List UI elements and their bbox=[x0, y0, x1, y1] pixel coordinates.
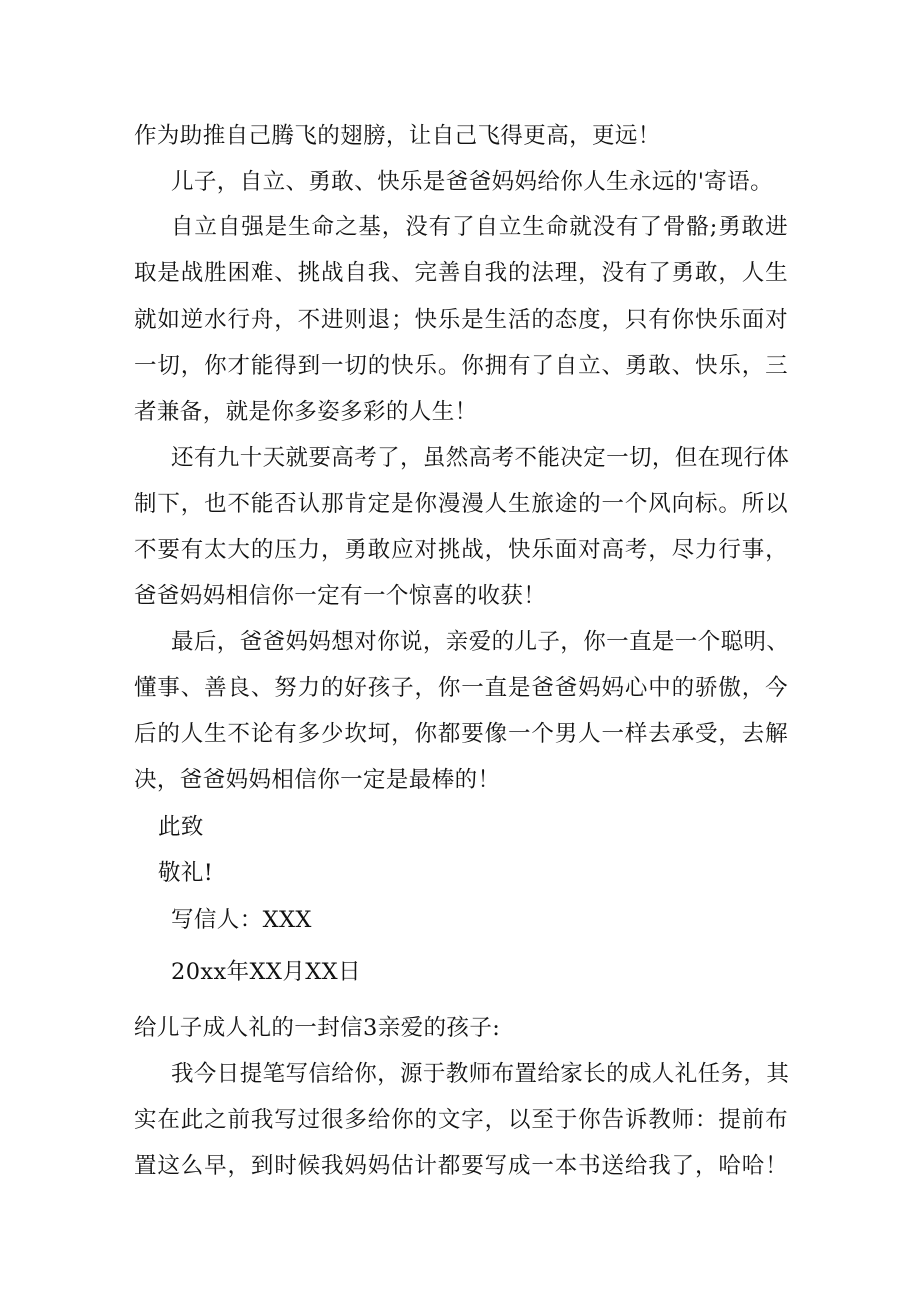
text-line-21: 我今日提笔写信给你，源于教师布置给家长的成人礼任务，其 bbox=[171, 1061, 790, 1087]
text-line-7: 者兼备，就是你多姿多彩的人生！ bbox=[134, 399, 478, 425]
text-line-6: 一切，你才能得到一切的快乐。你拥有了自立、勇敢、快乐，三 bbox=[134, 353, 788, 379]
text-line-23: 置这么早，到时候我妈妈估计都要写成一本书送给我了，哈哈！ bbox=[134, 1153, 788, 1179]
text-line-11: 爸爸妈妈相信你一定有一个惊喜的收获！ bbox=[134, 583, 547, 609]
text-line-3: 自立自强是生命之基，没有了自立生命就没有了骨骼;勇敢进 bbox=[171, 214, 788, 240]
text-line-8: 还有九十天就要高考了，虽然高考不能决定一切，但在现行体 bbox=[171, 445, 790, 471]
text-line-15: 决，爸爸妈妈相信你一定是最棒的！ bbox=[134, 767, 501, 793]
text-line-4: 取是战胜困难、挑战自我、完善自我的法理，没有了勇敢，人生 bbox=[134, 260, 788, 286]
closing-regards: 敬礼! bbox=[158, 860, 214, 886]
closing-salutation: 此致 bbox=[158, 814, 204, 840]
section-heading: 给儿子成人礼的一封信3亲爱的孩子: bbox=[134, 1015, 501, 1041]
text-line-12: 最后，爸爸妈妈想对你说，亲爱的儿子，你一直是一个聪明、 bbox=[171, 629, 790, 655]
signature-date: 20xx年XX月XX日 bbox=[171, 959, 361, 985]
text-line-10: 不要有太大的压力，勇敢应对挑战，快乐面对高考，尽力行事， bbox=[134, 537, 788, 563]
signature-writer: 写信人：XXX bbox=[171, 907, 312, 933]
text-line-22: 实在此之前我写过很多给你的文字，以至于你告诉教师：提前布 bbox=[134, 1107, 788, 1133]
text-line-14: 后的人生不论有多少坎坷，你都要像一个男人一样去承受，去解 bbox=[134, 721, 788, 747]
text-line-2: 儿子，自立、勇敢、快乐是爸爸妈妈给你人生永远的'寄语。 bbox=[171, 169, 773, 195]
text-line-1: 作为助推自己腾飞的翅膀，让自己飞得更高，更远！ bbox=[134, 123, 661, 149]
text-line-13: 懂事、善良、努力的好孩子，你一直是爸爸妈妈心中的骄傲，今 bbox=[134, 675, 788, 701]
text-line-9: 制下，也不能否认那肯定是你漫漫人生旅途的一个风向标。所以 bbox=[134, 491, 788, 517]
text-line-5: 就如逆水行舟，不进则退；快乐是生活的态度，只有你快乐面对 bbox=[134, 307, 788, 333]
